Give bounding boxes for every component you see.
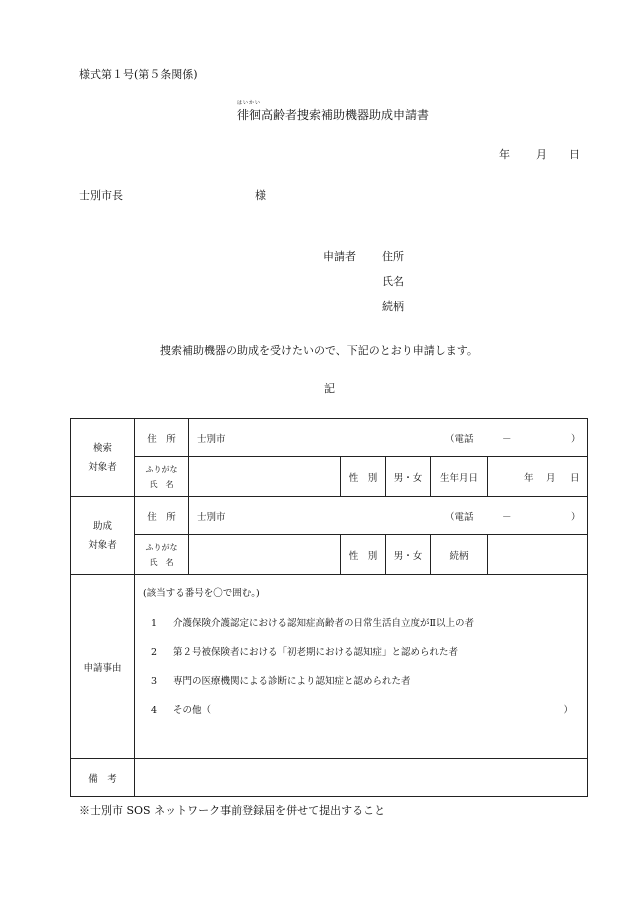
assist-city: 士別市 — [197, 511, 226, 523]
applicant-relation-label: 続柄 — [382, 300, 404, 313]
search-target-label: 検索 対象者 — [71, 419, 135, 497]
title-ruby: はいかい — [237, 100, 262, 106]
reason-intro: (該当する番号を〇で囲む。) — [143, 588, 260, 599]
search-name-field[interactable] — [189, 457, 341, 497]
dob-month: 月 — [546, 472, 556, 484]
applicant-label: 申請者 — [323, 250, 356, 263]
honorific: 様 — [255, 189, 266, 202]
body-text: 捜索補助機器の助成を受けたいので、下記のとおり申請します。 — [160, 344, 478, 357]
footnote: ※士別市 SOS ネットワーク事前登録届を併せて提出すること — [79, 804, 386, 817]
search-address-label: 住 所 — [135, 419, 189, 457]
search-address-field[interactable] — [189, 419, 588, 457]
assist-relation-label: 続柄 — [431, 535, 488, 575]
date-day: 日 — [569, 148, 580, 161]
search-gender-label: 性 別 — [341, 457, 386, 497]
assist-gender-value[interactable]: 男・女 — [386, 535, 431, 575]
reason-item-2[interactable]: 2 第２号被保険者における「初老期における認知症」と認められた者 — [151, 647, 459, 658]
remarks-field[interactable] — [135, 759, 588, 797]
search-gender-value[interactable]: 男・女 — [386, 457, 431, 497]
search-phone-label: （電話 — [445, 433, 474, 445]
reason-item-1[interactable]: 1 介護保険介護認定における認知症高齢者の日常生活自立度がⅡ以上の者 — [151, 618, 474, 629]
assist-name-field[interactable] — [189, 535, 341, 575]
form-number: 様式第１号(第５条関係) — [79, 68, 198, 81]
assist-target-label: 助成 対象者 — [71, 497, 135, 575]
date-month: 月 — [536, 148, 547, 161]
search-phone-close: ） — [571, 433, 581, 445]
search-dob-field[interactable] — [488, 457, 588, 497]
assist-address-label: 住 所 — [135, 497, 189, 535]
applicant-address-label: 住所 — [382, 250, 404, 263]
dob-day: 日 — [570, 472, 580, 484]
addressee: 士別市長 — [79, 189, 123, 202]
applicant-name-label: 氏名 — [382, 275, 404, 288]
search-dob-label: 生年月日 — [431, 457, 488, 497]
search-phone-dash: － — [502, 433, 512, 445]
assist-phone-close: ） — [571, 511, 581, 523]
application-table — [70, 418, 588, 797]
assist-phone-label: （電話 — [445, 511, 474, 523]
dob-year: 年 — [524, 472, 534, 484]
reason-other-close: ） — [563, 705, 574, 716]
ki-label: 記 — [324, 382, 335, 395]
assist-name-label: ふりがな 氏 名 — [135, 535, 189, 575]
reason-item-4[interactable]: 4 その他（ ） — [143, 702, 579, 716]
reason-field[interactable] — [135, 575, 588, 759]
assist-address-field[interactable] — [189, 497, 588, 535]
assist-phone-dash: － — [502, 511, 512, 523]
remarks-label: 備 考 — [71, 759, 135, 797]
page-title: 徘徊高齢者捜索補助機器助成申請書 — [237, 108, 430, 122]
search-name-label: ふりがな 氏 名 — [135, 457, 189, 497]
date-year: 年 — [499, 148, 510, 161]
assist-relation-field[interactable] — [488, 535, 588, 575]
search-city: 士別市 — [197, 433, 226, 445]
assist-gender-label: 性 別 — [341, 535, 386, 575]
reason-item-3[interactable]: 3 専門の医療機関による診断により認知症と認められた者 — [151, 676, 411, 687]
reason-label: 申請事由 — [71, 575, 135, 759]
